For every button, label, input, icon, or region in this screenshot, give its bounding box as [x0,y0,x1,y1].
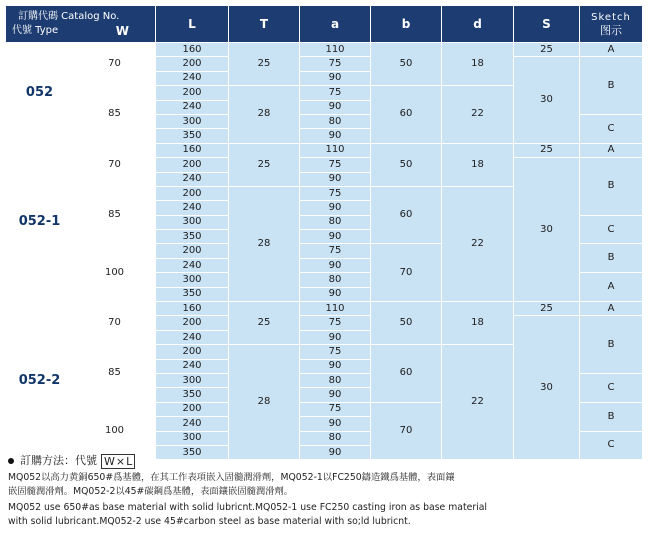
a-cell: 110 [300,43,371,57]
l-cell: 300 [156,273,229,287]
b-cell: 60 [371,186,442,244]
a-cell: 75 [300,316,371,330]
l-cell: 160 [156,302,229,316]
l-cell: 160 [156,43,229,57]
a-cell: 75 [300,57,371,71]
a-cell: 75 [300,244,371,258]
a-cell: 90 [300,445,371,459]
type-cell: 052-2 [6,302,74,460]
order-l: L [126,454,133,468]
l-cell: 240 [156,201,229,215]
a-cell: 80 [300,373,371,387]
l-cell: 240 [156,172,229,186]
bullet-icon [8,458,14,464]
sketch-label-zh: 图示 [600,24,622,37]
d-cell: 18 [442,302,514,345]
a-cell: 80 [300,215,371,229]
a-cell: 90 [300,417,371,431]
a-cell: 110 [300,302,371,316]
l-cell: 200 [156,244,229,258]
d-cell: 22 [442,186,514,301]
l-cell: 240 [156,71,229,85]
l-cell: 300 [156,114,229,128]
table-row [6,302,643,316]
a-cell: 75 [300,158,371,172]
sketch-cell: C [580,373,643,402]
d-cell: 18 [442,143,514,186]
a-cell: 90 [300,230,371,244]
sketch-cell: C [580,114,643,143]
s-cell: 25 [514,302,580,316]
l-cell: 200 [156,86,229,100]
t-cell: 25 [229,143,300,186]
t-cell: 28 [229,86,300,144]
l-cell: 200 [156,402,229,416]
s-cell: 30 [514,158,580,302]
sketch-cell: B [580,158,643,216]
sketch-cell: B [580,244,643,273]
order-code-box [101,454,135,469]
sketch-cell: B [580,402,643,431]
a-cell: 80 [300,114,371,128]
a-cell: 90 [300,330,371,344]
a-cell: 90 [300,258,371,272]
l-cell: 200 [156,57,229,71]
a-cell: 80 [300,431,371,445]
notes [8,452,643,528]
col-header-a: a [300,6,371,43]
sketch-cell: B [580,57,643,115]
w-cell: 70 [74,43,156,86]
l-cell: 300 [156,431,229,445]
t-cell: 28 [229,186,300,301]
d-cell: 18 [442,43,514,86]
w-cell: 100 [74,244,156,302]
header-row [6,6,643,43]
a-cell: 75 [300,86,371,100]
l-cell: 240 [156,417,229,431]
sketch-cell: A [580,43,643,57]
a-cell: 90 [300,100,371,114]
order-label: 訂購方法：代號 [20,454,97,467]
sketch-cell: A [580,302,643,316]
t-cell: 25 [229,43,300,86]
sketch-cell: C [580,215,643,244]
l-cell: 350 [156,129,229,143]
a-cell: 75 [300,186,371,200]
l-cell: 300 [156,215,229,229]
b-cell: 50 [371,302,442,345]
l-cell: 240 [156,330,229,344]
b-cell: 50 [371,143,442,186]
l-cell: 300 [156,373,229,387]
a-cell: 90 [300,172,371,186]
w-cell: 70 [74,143,156,186]
sketch-cell: B [580,316,643,374]
s-cell: 30 [514,316,580,460]
col-header-b: b [371,6,442,43]
l-cell: 160 [156,143,229,157]
s-cell: 25 [514,43,580,57]
l-cell: 350 [156,287,229,301]
note-en-line-2: with solid lubricant.MQ052-2 use 45#carbon steel as base material with so;ld lubricnt. [8,516,411,527]
l-cell: 240 [156,100,229,114]
l-cell: 240 [156,258,229,272]
s-cell: 30 [514,57,580,143]
catalog-label: 訂購代碼 Catalog No. [18,11,120,22]
sketch-label-en: Sketch [591,12,631,23]
a-cell: 110 [300,143,371,157]
l-cell: 200 [156,186,229,200]
order-method [8,452,643,470]
a-cell: 75 [300,345,371,359]
l-cell: 350 [156,445,229,459]
type-label: 代號 Type [12,25,59,36]
t-cell: 25 [229,302,300,345]
catalog-header [6,6,156,43]
note-zh-line-2: 嵌固髓潤滑劑。MQ052-2以45#碳鋼爲基體，表面鑲嵌固髓潤滑劑。 [8,486,294,497]
a-cell: 90 [300,359,371,373]
col-header-L: L [156,6,229,43]
d-cell: 22 [442,345,514,460]
a-cell: 80 [300,273,371,287]
type-cell: 052 [6,43,74,144]
l-cell: 200 [156,316,229,330]
w-cell: 100 [74,402,156,460]
sketch-cell: A [580,143,643,157]
w-cell: 85 [74,186,156,244]
l-cell: 200 [156,158,229,172]
col-header-d: d [442,6,514,43]
s-cell: 25 [514,143,580,157]
a-cell: 90 [300,71,371,85]
note-en-line-1: MQ052 use 650#as base material with solid lubricnt.MQ052-1 use FC250 casting iron as base material [8,502,488,513]
b-cell: 60 [371,345,442,403]
a-cell: 90 [300,129,371,143]
b-cell: 70 [371,244,442,302]
table-row [6,143,643,157]
l-cell: 200 [156,345,229,359]
sketch-cell: C [580,431,643,460]
spec-table [5,5,643,460]
a-cell: 75 [300,402,371,416]
w-cell: 85 [74,86,156,144]
t-cell: 28 [229,345,300,460]
w-cell: 70 [74,302,156,345]
a-cell: 90 [300,388,371,402]
b-cell: 50 [371,43,442,86]
l-cell: 240 [156,359,229,373]
col-header-sketch [580,6,643,43]
col-header-T: T [229,6,300,43]
l-cell: 350 [156,388,229,402]
table-row [6,43,643,57]
d-cell: 22 [442,86,514,144]
a-cell: 90 [300,287,371,301]
w-cell: 85 [74,345,156,403]
l-cell: 350 [156,230,229,244]
a-cell: 90 [300,201,371,215]
col-header-S: S [514,6,580,43]
b-cell: 70 [371,402,442,460]
note-zh-line-1: MQ052以高力黄銅650#爲基體，在其工作表項嵌入固髓潤滑劑，MQ052-1以FC250鑄造鐵爲基體，表面鑲 [8,472,455,483]
w-label: W [115,24,129,38]
order-times: × [115,454,126,468]
b-cell: 60 [371,86,442,144]
order-w: W [104,454,115,468]
type-cell: 052-1 [6,143,74,301]
sketch-cell: A [580,273,643,302]
